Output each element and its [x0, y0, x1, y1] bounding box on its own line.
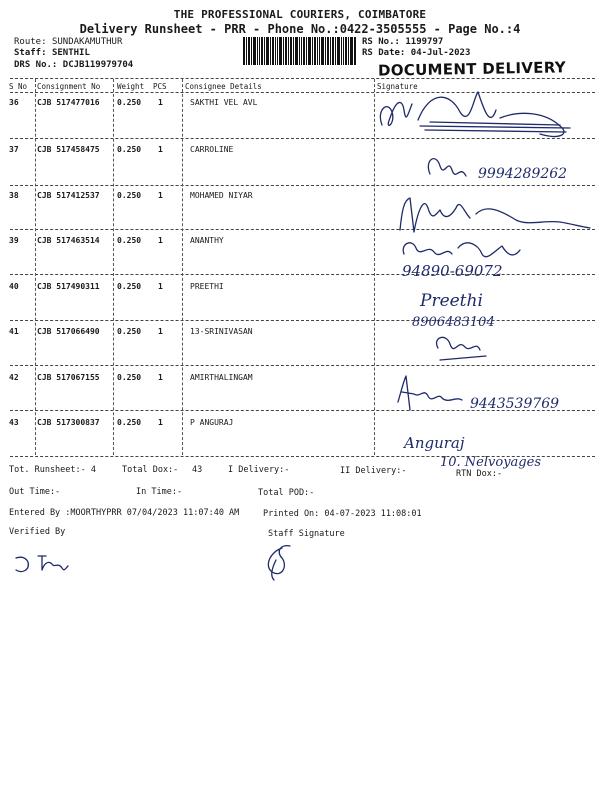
row-consignment: CJB 517477016	[37, 98, 100, 107]
handwritten-address-row43: 10. Nelvoyages	[440, 455, 541, 470]
row-consignee: MOHAMED NIYAR	[190, 191, 253, 200]
row-weight: 0.250	[117, 373, 142, 382]
column-divider	[113, 79, 114, 455]
row-sno: 39	[9, 236, 19, 245]
handwritten-name-row43: Anguraj	[404, 434, 465, 452]
row-consignment: CJB 517300837	[37, 418, 100, 427]
route-line	[14, 37, 122, 47]
staff-label: Staff:	[14, 48, 47, 58]
row-weight: 0.250	[117, 418, 142, 427]
drs-label: DRS No.:	[14, 60, 58, 70]
row-weight: 0.250	[117, 282, 142, 291]
staff-line	[14, 48, 90, 58]
row-consignee: AMIRTHALINGAM	[190, 373, 253, 382]
col-consignment-header: Consignment No	[37, 82, 101, 91]
staff-value: SENTHIL	[51, 48, 90, 58]
row-sno: 37	[9, 145, 19, 154]
barcode	[243, 37, 356, 65]
total-pod-label: Total POD:-	[258, 488, 315, 498]
row-consignment: CJB 517490311	[37, 282, 100, 291]
header-bottom-rule	[10, 92, 595, 93]
column-divider	[374, 79, 375, 455]
row-sno: 42	[9, 373, 19, 382]
ii-delivery-label: II Delivery:-	[340, 466, 407, 476]
row-sno: 41	[9, 327, 19, 336]
row-consignee: SAKTHI VEL AVL	[190, 98, 258, 107]
runsheet-title: Delivery Runsheet - PRR - Phone No.:0422-3505555 - Page No.:4	[79, 22, 521, 36]
row-weight: 0.250	[117, 98, 142, 107]
rs-no-label: RS No.:	[362, 37, 400, 47]
route-value: SUNDAKAMUTHUR	[51, 37, 123, 47]
row-consignee: PREETHI	[190, 282, 224, 291]
rtn-dox-label: RTN Dox:-	[456, 469, 503, 479]
row-weight: 0.250	[117, 327, 142, 336]
row-sno: 38	[9, 191, 19, 200]
rs-date-label: RS Date:	[362, 48, 406, 58]
rs-date-value: 04-Jul-2023	[410, 48, 471, 58]
tot-runsheet: Tot. Runsheet:- 4	[9, 465, 96, 475]
route-label: Route:	[14, 37, 47, 47]
row-consignee: 13-SRINIVASAN	[190, 327, 253, 336]
row-consignee: ANANTHY	[190, 236, 224, 245]
row-consignment: CJB 517463514	[37, 236, 100, 245]
row-pcs: 1	[158, 145, 163, 154]
row-rule	[10, 229, 595, 230]
handwritten-phone-row40: 8906483104	[412, 315, 495, 330]
row-rule	[10, 274, 595, 275]
handwritten-phone-row37: 9994289262	[478, 166, 568, 182]
row-rule	[10, 320, 595, 321]
staff-signature-label: Staff Signature	[268, 529, 345, 539]
handwritten-phone-row39: 94890-69072	[402, 262, 503, 280]
company-name: THE PROFESSIONAL COURIERS, COIMBATORE	[173, 8, 427, 21]
printed-on: Printed On: 04-07-2023 11:08:01	[263, 509, 422, 519]
column-divider	[182, 79, 183, 455]
i-delivery-label: I Delivery:-	[228, 465, 290, 475]
row-weight: 0.250	[117, 236, 142, 245]
row-sno: 36	[9, 98, 19, 107]
verified-by-label: Verified By	[9, 527, 66, 537]
row-pcs: 1	[158, 373, 163, 382]
row-rule	[10, 138, 595, 139]
row-pcs: 1	[158, 236, 163, 245]
row-weight: 0.250	[117, 145, 142, 154]
row-sno: 40	[9, 282, 19, 291]
col-sno-header: S No	[9, 82, 28, 91]
col-signature-header: Signature	[377, 82, 418, 91]
in-time-label: In Time:-	[136, 487, 183, 497]
handwritten-name-row40: Preethi	[420, 291, 483, 311]
rs-no-line	[362, 37, 443, 47]
row-consignee: P ANGURAJ	[190, 418, 234, 427]
row-pcs: 1	[158, 418, 163, 427]
row-consignment: CJB 517458475	[37, 145, 100, 154]
col-consignee-header: Consignee Details	[185, 82, 262, 91]
rs-no-value: 1199797	[405, 37, 444, 47]
document-delivery-stamp: DOCUMENT DELIVERY	[377, 58, 567, 80]
col-pcs-header: PCS	[153, 82, 167, 91]
drs-line	[14, 60, 133, 70]
row-weight: 0.250	[117, 191, 142, 200]
row-consignment: CJB 517066490	[37, 327, 100, 336]
row-rule	[10, 410, 595, 411]
handwritten-phone-row42: 9443539769	[470, 396, 560, 412]
col-weight-header: Weight	[117, 82, 145, 91]
drs-value: DCJB119979704	[62, 60, 134, 70]
row-pcs: 1	[158, 282, 163, 291]
rs-date-line	[362, 48, 470, 58]
row-consignee: CARROLINE	[190, 145, 234, 154]
row-pcs: 1	[158, 98, 163, 107]
row-rule	[10, 185, 595, 186]
column-divider	[35, 79, 36, 455]
row-pcs: 1	[158, 191, 163, 200]
table-bottom-rule	[10, 456, 595, 457]
row-consignment: CJB 517067155	[37, 373, 100, 382]
out-time-label: Out Time:-	[9, 487, 61, 497]
row-consignment: CJB 517412537	[37, 191, 100, 200]
total-dox-label: Total Dox:-	[122, 465, 179, 475]
row-rule	[10, 365, 595, 366]
row-pcs: 1	[158, 327, 163, 336]
row-sno: 43	[9, 418, 19, 427]
table-top-rule	[10, 78, 595, 79]
total-dox-value: 43	[192, 465, 203, 475]
entered-by: Entered By :MOORTHYPRR 07/04/2023 11:07:40 AM	[9, 508, 240, 518]
